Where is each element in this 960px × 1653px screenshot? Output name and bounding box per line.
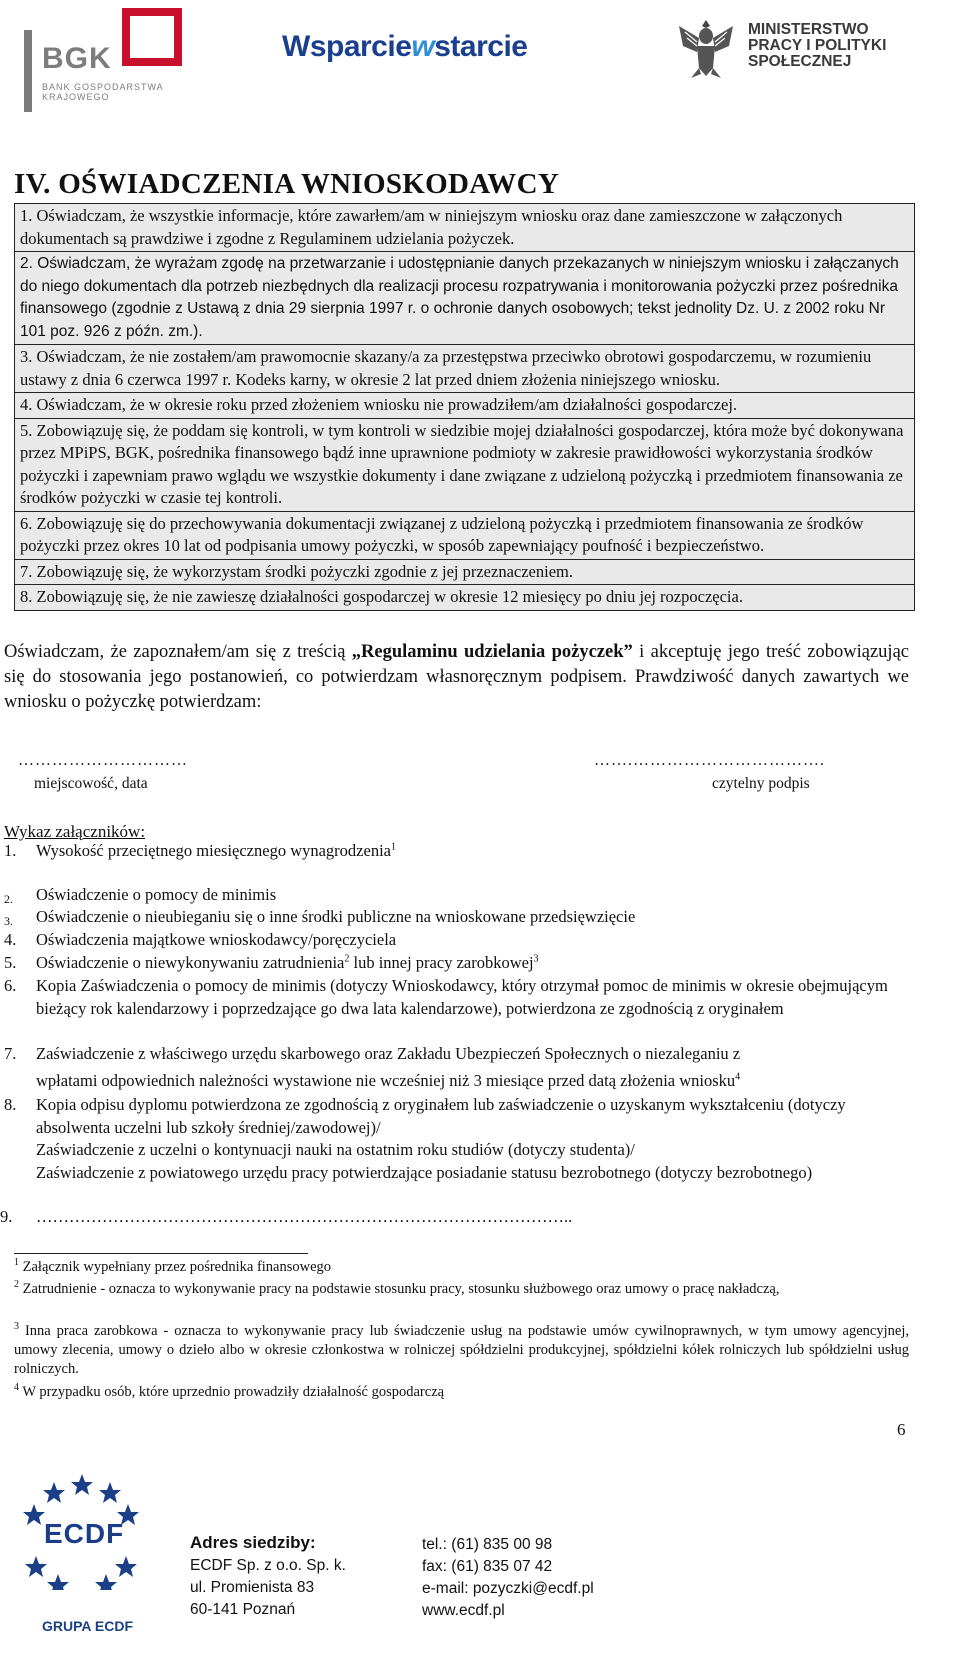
signature-line: …….……………………………. (594, 752, 825, 769)
attachment-item: 5. Oświadczenie o niewykonywaniu zatrudnienia$^2$ lub innej pracy zarobkowej$^3$ (4, 953, 539, 972)
acceptance-statement: Oświadczam, że zapoznałem/am się z treścią „Regulaminu udzielania pożyczek” i akceptuję jego treść zobowiązując się do stosowania jego postanowień, co potwierdzam własnoręcznym podpisem. Prawdziwość danych zawartych we wniosku o pożyczkę potwierdzam: (4, 642, 909, 712)
ecdf-logo-word: ECDF (44, 1518, 125, 1549)
attachment-item: 6. Kopia Zaświadczenia o pomocy de minimis (dotyczy Wnioskodawcy, który otrzymał pomoc de minimis w okresie obejmującym bieżący rok kalendarzowy i poprzedzające go dwa lata kalendarzowe), potwierdzona ze zgodnością z oryginałem (4, 976, 888, 1018)
bgk-logo-text: BGK (42, 42, 112, 75)
bgk-logo-subtitle: BANK GOSPODARSTWA KRAJOWEGO (42, 82, 164, 102)
place-date-line: ………………………… (18, 752, 188, 769)
declaration-item: 2. Oświadczam, że wyrażam zgodę na przetwarzanie i udostępnianie danych przekazanych w niniejszym wniosku i załączanych do niego dokumentach dla potrzeb niezbędnych dla realizacji procesu rozpatrywania i monitorowania pożyczki przez pośrednika finansowego (zgodnie z Ustawą z dnia 29 sierpnia 1997 r. o ochronie danych osobowych; tekst jednolity Dz. U. z 2002 roku Nr 101 poz. 926 z późn. zm.). (15, 252, 914, 345)
footnote: $^3$ Inna praca zarobkowa - oznacza to wykonywanie pracy lub świadczenie usług na podstawie umów cywilnoprawnych, w tym umowy agencyjnej, umowy zlecenia, umowy o dzieło albo w okresie członkostwa w rolniczej spółdzielni produkcyjnej, spółdzielni kółek rolniczych lub spółdzielni usług rolniczych. (14, 1321, 909, 1377)
declaration-item: 7. Zobowiązuję się, że wykorzystam środki pożyczki zgodnie z jej przeznaczeniem. (15, 560, 914, 586)
footnote: $^2$ Zatrudnienie - oznacza to wykonywanie pracy na podstawie stosunku pracy, stosunku służbowego oraz umowy o pracę nakładczą, (14, 1279, 780, 1297)
ministry-logo-text: MINISTERSTWO PRACY I POLITYKI SPOŁECZNEJ (748, 21, 887, 70)
attachment-item: 8. Kopia odpisu dyplomu potwierdzona ze zgodnością z oryginałem lub zaświadczenie o uzyskanym wykształceniu (dotyczy absolwenta uczelni lub szkoły średniej/zawodowej)/ Zaświadczenie z uczelni o kontynuacji nauki na ostatnim roku studiów (dotyczy studenta)/ Zaświadczenie z powiatowego urzędu pracy potwierdzające posiadanie statusu bezrobotnego (dotyczy bezrobotnego) (4, 1095, 846, 1182)
place-date-label: miejscowość, data (34, 775, 148, 792)
declaration-item: 4. Oświadczam, że w okresie roku przed złożeniem wniosku nie prowadziłem/am działalności gospodarczej. (15, 393, 914, 419)
polish-eagle-icon (677, 16, 735, 82)
declaration-item: 3. Oświadczam, że nie zostałem/am prawomocnie skazany/a za przestępstwa przeciwko obrotowi gospodarczemu, w rozumieniu ustawy z dnia 6 czerwca 1997 r. Kodeks karny, w okresie 2 lat przed dniem złożenia niniejszego wniosku. (15, 345, 914, 393)
signature-label: czytelny podpis (712, 775, 810, 792)
declaration-item: 6. Zobowiązuję się do przechowywania dokumentacji związanej z udzieloną pożyczką i przedmiotem finansowania ze środków pożyczki przez okres 10 lat od podpisania umowy pożyczki, w sposób zapewniający poufność i bezpieczeństwo. (15, 512, 914, 560)
ecdf-group-label: GRUPA ECDF (42, 1618, 133, 1634)
attachment-item: 3. Oświadczenie o nieubieganiu się o inne środki publiczne na wnioskowane przedsięwzięcie (4, 907, 636, 928)
attachment-item: 7. Zaświadczenie z właściwego urzędu skarbowego oraz Zakładu Ubezpieczeń Społecznych o niezaleganiu z wpłatami odpowiednich należności wystawione nie wcześniej niż 3 miesiące przed datą złożenia wniosku$^4$ (4, 1044, 741, 1090)
attachments-title: Wykaz załączników: (4, 822, 146, 841)
section-title: IV. OŚWIADCZENIA WNIOSKODAWCY (14, 168, 560, 200)
page-number: 6 (897, 1420, 906, 1439)
company-contact: tel.: (61) 835 00 98 fax: (61) 835 07 42 e-mail: pozyczki@ecdf.pl www.ecdf.pl (422, 1536, 594, 1619)
footnote-divider (14, 1253, 308, 1254)
ecdf-logo (22, 1470, 142, 1642)
attachment-item: 1. Wysokość przeciętnego miesięcznego wynagrodzenia$^1$ (4, 841, 396, 860)
declaration-item: 5. Zobowiązuję się, że poddam się kontroli, w tym kontroli w siedzibie mojej działalności gospodarczej, która może być dokonywana przez MPiPS, BGK, pośrednika finansowego bądź inne uprawnione podmioty w zakresie prawidłowości wykorzystania środków pożyczki i zapewniam prawo wglądu we wszystkie dokumenty i dane związane z udzieloną pożyczką i przedmiotem finansowania ze środków pożyczki w czasie tej kontroli. (15, 419, 914, 512)
attachment-item: 2. Oświadczenie o pomocy de minimis (4, 885, 277, 906)
wsparcie-w-starcie-logo: Wsparciewstarcie (282, 30, 528, 63)
footnote: $^1$ Załącznik wypełniany przez pośrednika finansowego (14, 1257, 332, 1275)
bgk-logo (22, 8, 172, 108)
company-address: Adres siedziby: ECDF Sp. z o.o. Sp. k. ul. Promienista 83 60-141 Poznań (190, 1533, 346, 1618)
attachment-item: 9. …………………………………………………………………………………….. (0, 1207, 573, 1226)
regulation-name: „Regulaminu udzielania pożyczek” (351, 642, 633, 662)
footnote: $^4$ W przypadku osób, które uprzednio prowadziły działalność gospodarczą (14, 1382, 445, 1400)
declaration-item: 1. Oświadczam, że wszystkie informacje, które zawarłem/am w niniejszym wniosku oraz dane zamieszczone w załączonych dokumentach są prawdziwe i zgodne z Regulaminem udzielania pożyczek. (15, 204, 914, 252)
declaration-item: 8. Zobowiązuję się, że nie zawieszę działalności gospodarczej w okresie 12 miesięcy po dniu jej rozpoczęcia. (15, 585, 914, 610)
page-header (0, 0, 960, 120)
declarations-table (14, 203, 915, 611)
attachment-item: 4. Oświadczenia majątkowe wnioskodawcy/poręczyciela (4, 930, 397, 949)
